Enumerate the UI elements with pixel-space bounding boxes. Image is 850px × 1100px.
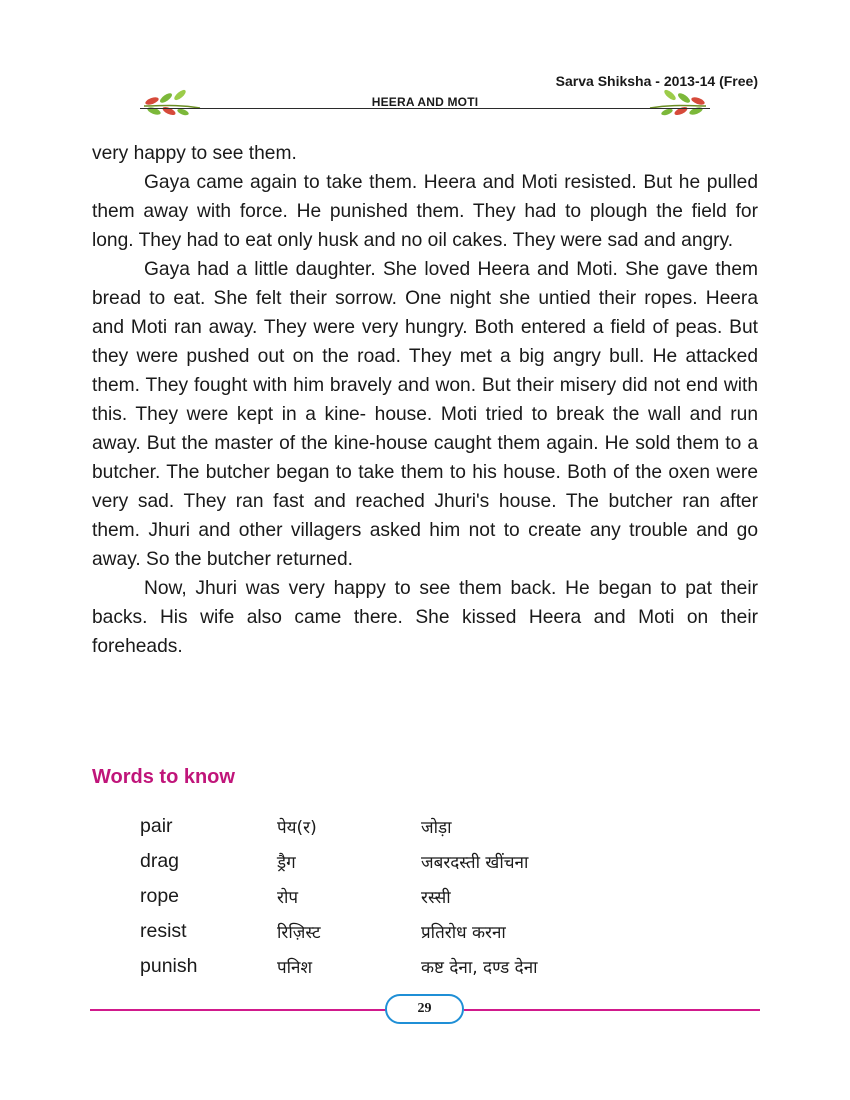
words-to-know-heading: Words to know — [92, 766, 235, 788]
vocab-row — [140, 949, 538, 984]
running-title: HEERA AND MOTI — [371, 95, 479, 109]
vocab-row — [140, 914, 538, 949]
vocab-pronunciation: पनिश — [277, 958, 313, 978]
paragraph: Now, Jhuri was very happy to see them back. He began to pat their backs. His wife also came there. She kissed Heera and Moti on their foreheads. — [92, 578, 758, 657]
vocab-pronunciation: रोप — [277, 888, 299, 908]
vocab-word: resist — [140, 920, 187, 942]
footer-rule-left — [90, 1009, 386, 1011]
paragraph: Gaya had a little daughter. She loved Heera and Moti. She gave them bread to eat. She felt their sorrow. One night she untied their ropes. Heera and Moti ran away. They were very hungry. Both entered a field of peas. But they were pushed out on the road. They met a big angry bull. He attacked them. They fought with him bravely and won. But their misery did not end with this. They were kept in a kine- house. Moti tried to break the wall and run away. But the master of the kine-house caught them again. He sold them to a butcher. The butcher began to take them to his house. Both of the oxen were very sad. They ran fast and reached Jhuri's house. The butcher ran after them. Jhuri and other villagers asked him not to create any trouble and go away. So the butcher returned. — [92, 259, 758, 570]
vocab-meaning: जबरदस्ती खींचना — [421, 853, 529, 873]
vocab-row — [140, 844, 538, 879]
story-text — [92, 139, 758, 661]
footer-rule-right — [464, 1009, 760, 1011]
vocab-word: drag — [140, 850, 180, 872]
vocab-pronunciation: ड्रैग — [277, 853, 296, 873]
paragraph: Gaya came again to take them. Heera and Moti resisted. But he pulled them away with force. He punished them. They had to plough the field for long. They had to eat only husk and no oil cakes. They were sad and angry. — [92, 172, 758, 251]
vocab-row — [140, 809, 538, 844]
vocab-word: punish — [140, 955, 198, 977]
vocab-row — [140, 879, 538, 914]
vocab-meaning: रस्सी — [421, 888, 451, 908]
vocab-pronunciation: पेय(र) — [277, 818, 317, 838]
vocab-meaning: कष्ट देना, दण्ड देना — [421, 958, 538, 978]
vocab-word: rope — [140, 885, 180, 907]
page-number: 29 — [385, 994, 464, 1024]
vocab-meaning: जोड़ा — [421, 818, 452, 838]
vocab-pronunciation: रिज़िस्ट — [277, 923, 321, 943]
vocab-meaning: प्रतिरोध करना — [421, 923, 506, 943]
series-label: Sarva Shiksha - 2013-14 (Free) — [555, 73, 758, 89]
vocab-word: pair — [140, 815, 173, 837]
vocabulary-list — [140, 809, 538, 984]
paragraph: very happy to see them. — [92, 143, 297, 164]
